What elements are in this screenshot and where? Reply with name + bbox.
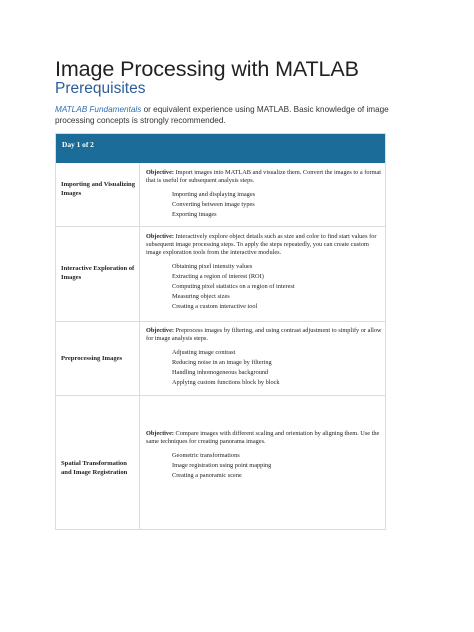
objective-label: Objective: [146, 233, 174, 240]
list-item: Obtaining pixel intensity values [172, 263, 253, 270]
course-outline-table [55, 133, 386, 530]
list-item: Converting between image types [172, 201, 255, 209]
table-row [56, 227, 385, 322]
day-label: Day 1 of 2 [62, 140, 94, 149]
objective-label: Objective: [146, 169, 174, 176]
table-row [56, 322, 385, 396]
prerequisites-heading: Prerequisites [55, 80, 146, 97]
list-item: Importing and displaying images [172, 191, 256, 198]
list-item: Handling inhomogeneous background [172, 369, 269, 377]
row-label: Interactive Exploration of Images [61, 265, 135, 281]
list-item: Image registration using point mapping [172, 462, 272, 470]
topic-list [146, 348, 382, 388]
row-label: Spatial Transformation and Image Registration [61, 460, 128, 476]
row-label: Preprocessing Images [61, 355, 123, 362]
topic-list [146, 190, 382, 220]
page-title: Image Processing with MATLAB [55, 57, 359, 81]
objective-label: Objective: [146, 327, 174, 334]
row-objective: Objective: Compare images with different scaling and orientation by aligning them. Use the same techniques for creating panorama images. [146, 430, 380, 445]
prerequisites-body: or equivalent experience using MATLAB. Basic knowledge of image processing concepts is strongly recommended. [55, 105, 389, 125]
prerequisites-text [55, 104, 425, 126]
matlab-fundamentals-link[interactable]: MATLAB Fundamentals [55, 105, 142, 114]
table-row [56, 396, 385, 529]
list-item: Creating a panoramic scene [172, 472, 242, 480]
objective-label: Objective: [146, 430, 174, 437]
list-item: Computing pixel statistics on a region of interest [172, 283, 295, 291]
list-item: Creating a custom interactive tool [172, 303, 258, 311]
row-objective: Objective: Import images into MATLAB and visualize them. Convert the images to a format that is useful for subsequent analysis steps. [146, 169, 382, 184]
row-objective: Objective: Interactively explore object details such as size and color to find start values for subsequent image processing steps. To apply the steps repeatedly, you can create custom image exploration tools from the interactive modules. [146, 233, 377, 256]
topic-list [146, 451, 382, 481]
list-item: Geometric transformations [172, 452, 240, 459]
table-header [56, 134, 385, 163]
list-item: Adjusting image contrast [172, 349, 236, 356]
list-item: Measuring object sizes [172, 293, 230, 301]
topic-list [146, 262, 382, 312]
table-row [56, 163, 385, 227]
row-label: Importing and Visualizing Images [61, 181, 136, 197]
list-item: Exporting images [172, 211, 217, 219]
list-item: Extracting a region of interest (ROI) [172, 273, 264, 281]
list-item: Applying custom functions block by block [172, 379, 280, 387]
row-objective: Objective: Preprocess images by filtering, and using contrast adjustment to simplify or allow for image analysis steps. [146, 327, 382, 342]
list-item: Reducing noise in an image by filtering [172, 359, 272, 367]
